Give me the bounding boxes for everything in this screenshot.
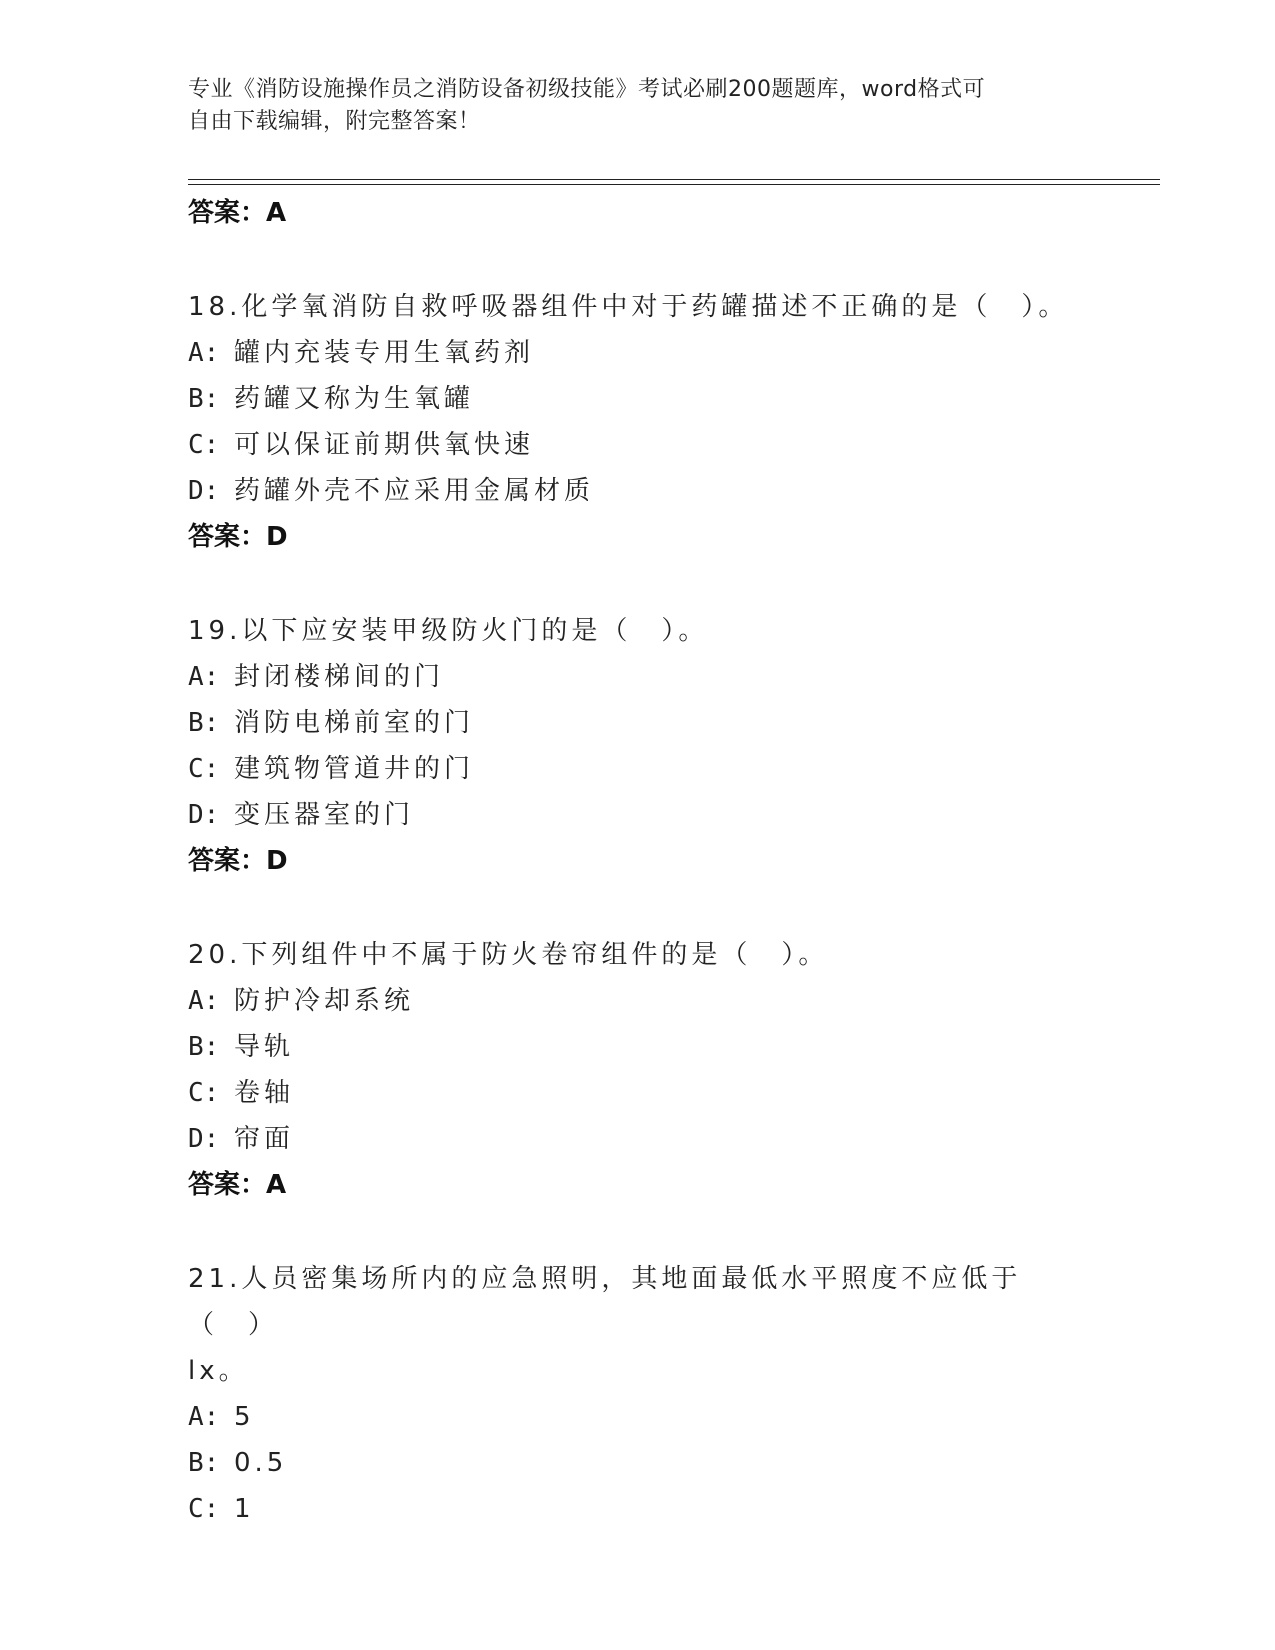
question-19-option-a bbox=[188, 654, 1088, 700]
option-text: 变压器室的门 bbox=[234, 800, 415, 830]
option-text: 封闭楼梯间的门 bbox=[234, 662, 445, 692]
question-19-option-d bbox=[188, 792, 1088, 838]
option-letter: C: bbox=[188, 754, 220, 784]
question-18 bbox=[188, 284, 1088, 560]
question-21-option-c bbox=[188, 1486, 1088, 1532]
question-21-option-a bbox=[188, 1394, 1088, 1440]
option-text: 建筑物管道井的门 bbox=[234, 754, 475, 784]
header-divider-bottom bbox=[188, 184, 1160, 185]
spacer bbox=[188, 884, 1088, 932]
question-20-title: 20.下列组件中不属于防火卷帘组件的是（ ）。 bbox=[188, 940, 829, 970]
header-line-2: 自由下载编辑，附完整答案！ bbox=[188, 109, 481, 134]
question-21-option-b bbox=[188, 1440, 1088, 1486]
question-19 bbox=[188, 608, 1088, 884]
answer-20: 答案：A bbox=[188, 1170, 287, 1200]
option-letter: C: bbox=[188, 430, 220, 460]
option-text: 导轨 bbox=[234, 1032, 295, 1062]
option-letter: A: bbox=[188, 662, 220, 692]
option-text: 卷轴 bbox=[234, 1078, 295, 1108]
option-letter: B: bbox=[188, 708, 220, 738]
option-letter: B: bbox=[188, 384, 220, 414]
option-text: 药罐外壳不应采用金属材质 bbox=[234, 476, 595, 506]
question-20-option-c bbox=[188, 1070, 1088, 1116]
question-18-option-c bbox=[188, 422, 1088, 468]
option-text: 药罐又称为生氧罐 bbox=[234, 384, 475, 414]
answer-18: 答案：D bbox=[188, 522, 288, 552]
question-19-option-c bbox=[188, 746, 1088, 792]
option-letter: C: bbox=[188, 1494, 220, 1524]
option-text: 可以保证前期供氧快速 bbox=[234, 430, 535, 460]
option-letter: C: bbox=[188, 1078, 220, 1108]
question-18-option-b bbox=[188, 376, 1088, 422]
option-letter: D: bbox=[188, 1124, 220, 1154]
option-letter: D: bbox=[188, 476, 220, 506]
answer-19: 答案：D bbox=[188, 846, 288, 876]
option-text: 罐内充装专用生氧药剂 bbox=[234, 338, 535, 368]
option-text: 5 bbox=[234, 1402, 255, 1432]
question-20-option-d bbox=[188, 1116, 1088, 1162]
option-text: 防护冷却系统 bbox=[234, 986, 415, 1016]
option-text: 0.5 bbox=[234, 1448, 288, 1478]
question-18-title: 18.化学氧消防自救呼吸器组件中对于药罐描述不正确的是（ ）。 bbox=[188, 292, 1069, 322]
spacer bbox=[188, 1208, 1088, 1256]
spacer bbox=[188, 560, 1088, 608]
option-letter: A: bbox=[188, 1402, 220, 1432]
question-21 bbox=[188, 1256, 1088, 1532]
question-20 bbox=[188, 932, 1088, 1208]
spacer bbox=[188, 236, 1088, 284]
question-19-option-b bbox=[188, 700, 1088, 746]
question-20-option-b bbox=[188, 1024, 1088, 1070]
option-letter: A: bbox=[188, 338, 220, 368]
question-20-option-a bbox=[188, 978, 1088, 1024]
question-19-title: 19.以下应安装甲级防火门的是（ ）。 bbox=[188, 616, 709, 646]
header-line-1: 专业《消防设施操作员之消防设备初级技能》考试必刷200题题库，word格式可 bbox=[188, 77, 986, 102]
option-text: 消防电梯前室的门 bbox=[234, 708, 475, 738]
option-letter: B: bbox=[188, 1448, 220, 1478]
answer-17: 答案：A bbox=[188, 198, 287, 228]
option-letter: A: bbox=[188, 986, 220, 1016]
question-21-title-line-2: lx。 bbox=[188, 1356, 249, 1386]
question-list bbox=[188, 190, 1088, 1532]
option-letter: B: bbox=[188, 1032, 220, 1062]
option-text: 1 bbox=[234, 1494, 255, 1524]
option-letter: D: bbox=[188, 800, 220, 830]
question-18-option-a bbox=[188, 330, 1088, 376]
question-18-option-d bbox=[188, 468, 1088, 514]
header-divider-top bbox=[188, 179, 1160, 180]
question-21-title-line-1: 21.人员密集场所内的应急照明，其地面最低水平照度不应低于（ ） bbox=[188, 1264, 1022, 1340]
document-header bbox=[188, 74, 1088, 138]
option-text: 帘面 bbox=[234, 1124, 295, 1154]
